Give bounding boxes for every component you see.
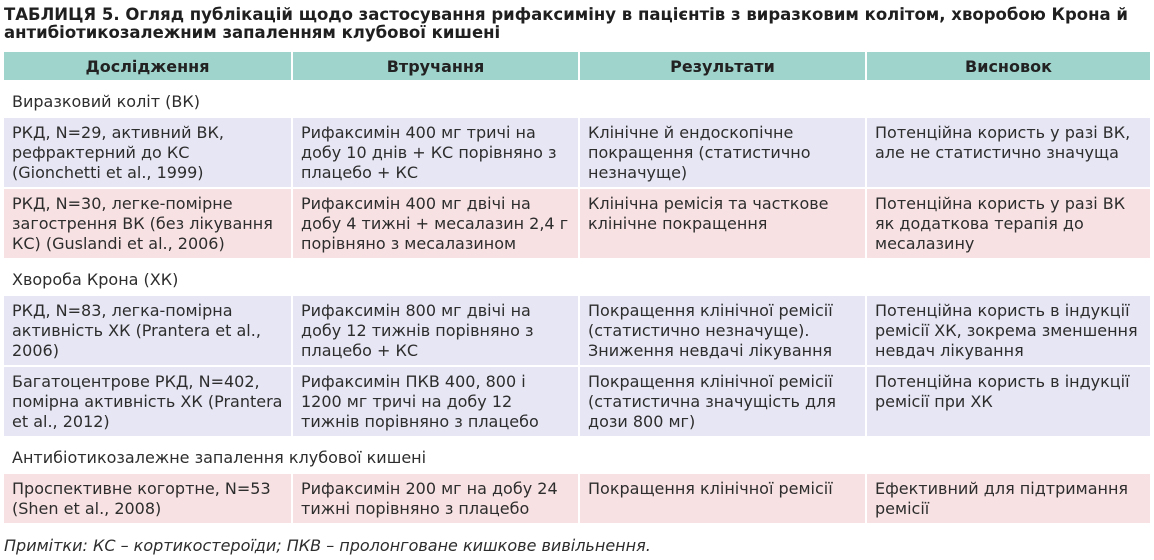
- cell-study: РКД, N=30, легке-помірне загострення ВК (без лікування КС) (Guslandi et al., 2006): [4, 187, 291, 258]
- cell-conclusion: Потенційна користь у разі ВК як додаткова терапія до месалазину: [865, 187, 1150, 258]
- cell-results: Клінічна ремісія та часткове клінічне покращення: [578, 187, 865, 258]
- table-row: [4, 472, 1150, 523]
- section-row-cd: [4, 258, 1150, 294]
- table-header-row: [4, 52, 1150, 80]
- cell-results: Клінічне й ендоскопічне покращення (статистично незначуще): [578, 116, 865, 187]
- cell-intervention: Рифаксимін 200 мг на добу 24 тижні порівняно з плацебо: [291, 472, 578, 523]
- cell-conclusion: Потенційна користь в індукції ремісії при ХК: [865, 365, 1150, 436]
- table-footnote: Примітки: КС – кортикостероїди; ПКВ – пролонговане кишкове вивільнення.: [4, 536, 651, 555]
- table-row: [4, 187, 1150, 258]
- section-label: Хвороба Крона (ХК): [4, 258, 1150, 294]
- cell-results: Покращення клінічної ремісії (статистична значущість для дози 800 мг): [578, 365, 865, 436]
- cell-study: РКД, N=83, легка-помірна активність ХК (Prantera et al., 2006): [4, 294, 291, 365]
- cell-conclusion: Потенційна користь у разі ВК, але не статистично значуща: [865, 116, 1150, 187]
- cell-intervention: Рифаксимін 400 мг двічі на добу 4 тижні + месалазин 2,4 г порівняно з месалазином: [291, 187, 578, 258]
- table-row: [4, 294, 1150, 365]
- cell-intervention: Рифаксимін 800 мг двічі на добу 12 тижнів порівняно з плацебо + КС: [291, 294, 578, 365]
- header-results: Результати: [578, 52, 865, 80]
- header-conclusion: Висновок: [865, 52, 1150, 80]
- cell-intervention: Рифаксимін 400 мг тричі на добу 10 днів + КС порівняно з плацебо + КС: [291, 116, 578, 187]
- table-row: [4, 365, 1150, 436]
- cell-conclusion: Потенційна користь в індукції ремісії ХК, зокрема зменшення невдач лікування: [865, 294, 1150, 365]
- section-row-pouchitis: [4, 436, 1150, 472]
- section-row-uc: [4, 80, 1150, 116]
- header-intervention: Втручання: [291, 52, 578, 80]
- cell-study: Проспективне когортне, N=53 (Shen et al., 2008): [4, 472, 291, 523]
- table-title: ТАБЛИЦЯ 5. Огляд публікацій щодо застосування рифаксиміну в пацієнтів з виразковим колітом, хворобою Крона й антибіотикозалежним запаленням клубової кишені: [4, 5, 1128, 42]
- section-label: Антибіотикозалежне запалення клубової кишені: [4, 436, 1150, 472]
- cell-intervention: Рифаксимін ПКВ 400, 800 і 1200 мг тричі на добу 12 тижнів порівняно з плацебо: [291, 365, 578, 436]
- header-study: Дослідження: [4, 52, 291, 80]
- cell-study: Багатоцентрове РКД, N=402, помірна активність ХК (Prantera et al., 2012): [4, 365, 291, 436]
- cell-conclusion: Ефективний для підтримання ремісії: [865, 472, 1150, 523]
- cell-study: РКД, N=29, активний ВК, рефрактерний до КС (Gionchetti et al., 1999): [4, 116, 291, 187]
- cell-results: Покращення клінічної ремісії (статистично незначуще). Зниження невдачі лікування: [578, 294, 865, 365]
- table-row: [4, 116, 1150, 187]
- publications-table: [4, 52, 1150, 523]
- section-label: Виразковий коліт (ВК): [4, 80, 1150, 116]
- cell-results: Покращення клінічної ремісії: [578, 472, 865, 523]
